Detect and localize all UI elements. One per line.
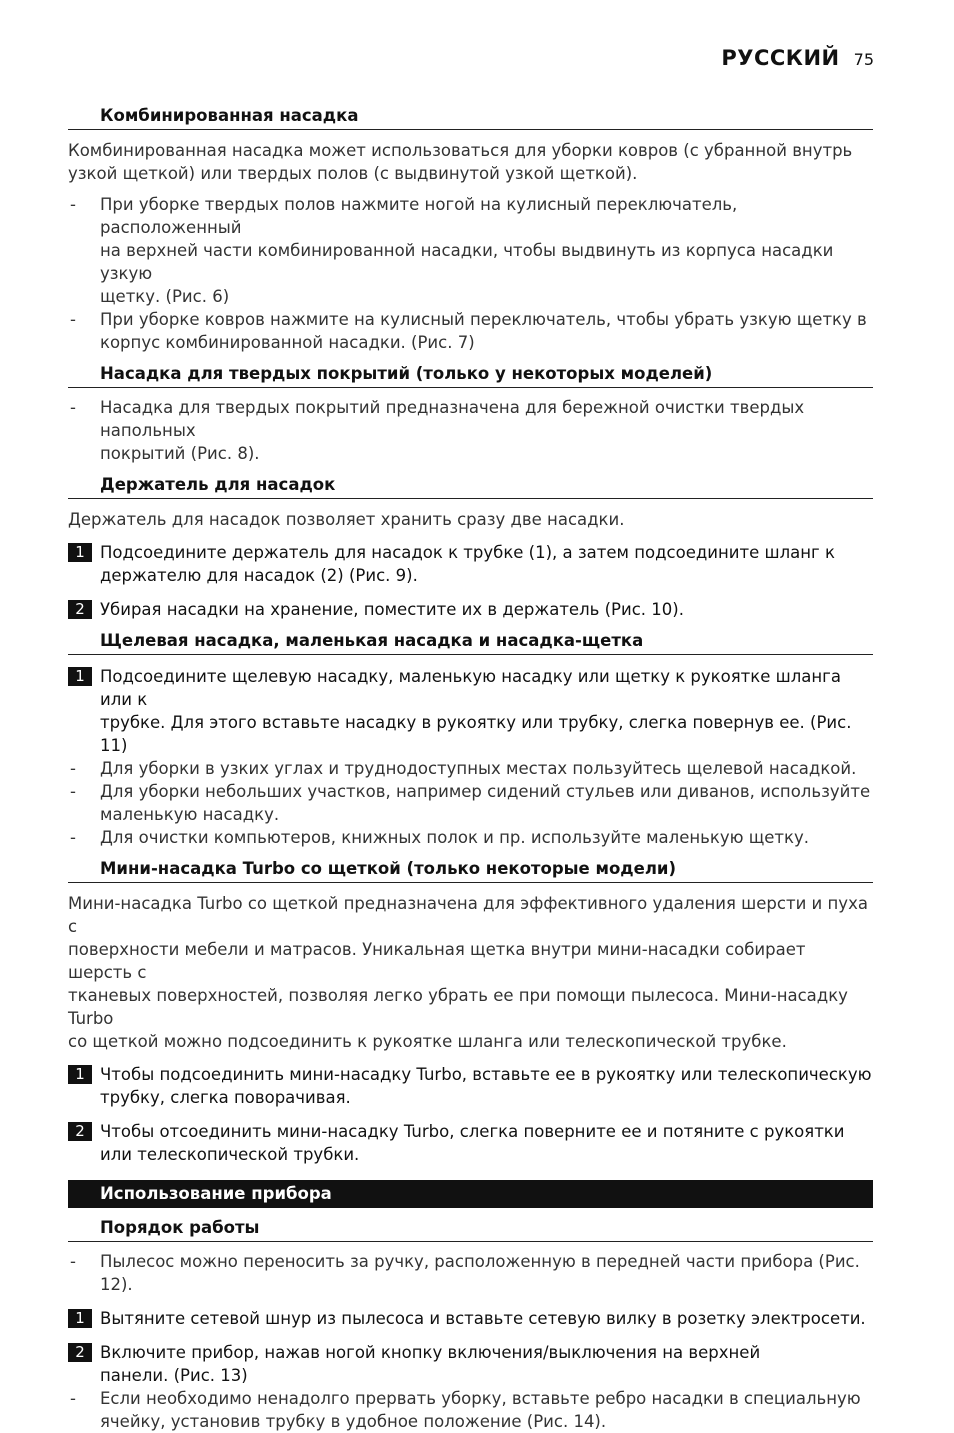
step-number-badge: 2 [68,600,92,619]
text-line: со щеткой можно подсоединить к рукоятке шланга или телескопической трубке. [68,1032,787,1051]
text-line: Держатель для насадок позволяет хранить сразу две насадки. [68,510,625,529]
section-heading: Комбинированная насадка [68,106,873,130]
text-line: покрытий (Рис. 8). [100,444,260,463]
list-dash: - [70,195,76,214]
step-number-badge: 1 [68,1065,92,1084]
text-line: Мини-насадка Turbo со щеткой предназначена для эффективного удаления шерсти и пуха с [68,894,868,936]
list-dash: - [70,1389,76,1408]
page-content [68,106,873,1433]
numbered-step [68,1341,873,1387]
numbered-step [68,1063,873,1109]
text-line: панели. (Рис. 13) [100,1366,248,1385]
text-line: Насадка для твердых покрытий предназначена для бережной очистки твердых напольных [100,398,805,440]
section-heading: Держатель для насадок [68,475,873,499]
dash-list-item [68,826,873,849]
text-line: Включите прибор, нажав ногой кнопку включения/выключения на верхней [100,1343,761,1362]
section-heading: Насадка для твердых покрытий (только у некоторых моделей) [68,364,873,388]
text-line: Для очистки компьютеров, книжных полок и пр. используйте маленькую щетку. [100,828,810,847]
text-line: тканевых поверхностей, позволяя легко убрать ее при помощи пылесоса. Мини-насадку Turbo [68,986,848,1028]
text-line: трубке. Для этого вставьте насадку в рукоятку или трубку, слегка повернув ее. (Рис. 11) [100,713,852,755]
step-number-badge: 1 [68,667,92,686]
dash-list-item [68,757,873,780]
text-line: корпус комбинированной насадки. (Рис. 7) [100,333,475,352]
list-dash: - [70,782,76,801]
section-heading: Щелевая насадка, маленькая насадка и насадка-щетка [68,631,873,655]
dash-list-item [68,1250,873,1296]
list-dash: - [70,1252,76,1271]
text-line: поверхности мебели и матрасов. Уникальная щетка внутри мини-насадки собирает шерсть с [68,940,806,982]
text-line: Пылесос можно переносить за ручку, расположенную в передней части прибора (Рис. 12). [100,1252,860,1294]
step-number-badge: 2 [68,1122,92,1141]
text-line: Убирая насадки на хранение, поместите их в держатель (Рис. 10). [100,600,684,619]
numbered-step [68,665,873,757]
paragraph [68,508,873,531]
numbered-step [68,598,873,621]
text-line: маленькую насадку. [100,805,280,824]
section-heading: Мини-насадка Turbo со щеткой (только некоторые модели) [68,859,873,883]
numbered-step [68,1120,873,1166]
list-dash: - [70,759,76,778]
text-line: на верхней части комбинированной насадки, чтобы выдвинуть из корпуса насадки узкую [100,241,834,283]
text-line: ячейку, установив трубку в удобное положение (Рис. 14). [100,1412,607,1431]
dash-list-item [68,780,873,826]
numbered-step [68,1307,873,1330]
text-line: При уборке ковров нажмите на кулисный переключатель, чтобы убрать узкую щетку в [100,310,867,329]
text-line: держателю для насадок (2) (Рис. 9). [100,566,418,585]
dash-list-item [68,396,873,465]
step-number-badge: 2 [68,1343,92,1362]
section-heading: Порядок работы [68,1218,873,1242]
paragraph [68,892,873,1053]
text-line: щетку. (Рис. 6) [100,287,230,306]
text-line: трубку, слегка поворачивая. [100,1088,351,1107]
list-dash: - [70,310,76,329]
dash-list-item [68,193,873,308]
text-line: Чтобы подсоединить мини-насадку Turbo, вставьте ее в рукоятку или телескопическую [100,1065,872,1084]
text-line: Вытяните сетевой шнур из пылесоса и вставьте сетевую вилку в розетку электросети. [100,1309,866,1328]
text-line: узкой щеткой) или твердых полов (с выдвинутой узкой щеткой). [68,164,638,183]
page-number: 75 [853,50,874,69]
step-number-badge: 1 [68,543,92,562]
numbered-step [68,541,873,587]
paragraph [68,139,873,185]
language-label: РУССКИЙ [721,46,840,70]
text-line: Для уборки небольших участков, например сидений стульев или диванов, используйте [100,782,871,801]
list-dash: - [70,398,76,417]
text-line: Для уборки в узких углах и труднодоступных местах пользуйтесь щелевой насадкой. [100,759,857,778]
text-line: При уборке твердых полов нажмите ногой на кулисный переключатель, расположенный [100,195,738,237]
list-dash: - [70,828,76,847]
page-header [721,46,874,70]
text-line: или телескопической трубки. [100,1145,360,1164]
text-line: Чтобы отсоединить мини-насадку Turbo, слегка поверните ее и потяните с рукоятки [100,1122,845,1141]
dash-list-item [68,1387,873,1433]
text-line: Подсоедините держатель для насадок к трубке (1), а затем подсоедините шланг к [100,543,835,562]
text-line: Подсоедините щелевую насадку, маленькую насадку или щетку к рукоятке шланга или к [100,667,841,709]
step-number-badge: 1 [68,1309,92,1328]
section-heading-bar: Использование прибора [68,1180,873,1208]
dash-list-item [68,308,873,354]
text-line: Комбинированная насадка может использоваться для уборки ковров (с убранной внутрь [68,141,853,160]
text-line: Если необходимо ненадолго прервать уборку, вставьте ребро насадки в специальную [100,1389,861,1408]
